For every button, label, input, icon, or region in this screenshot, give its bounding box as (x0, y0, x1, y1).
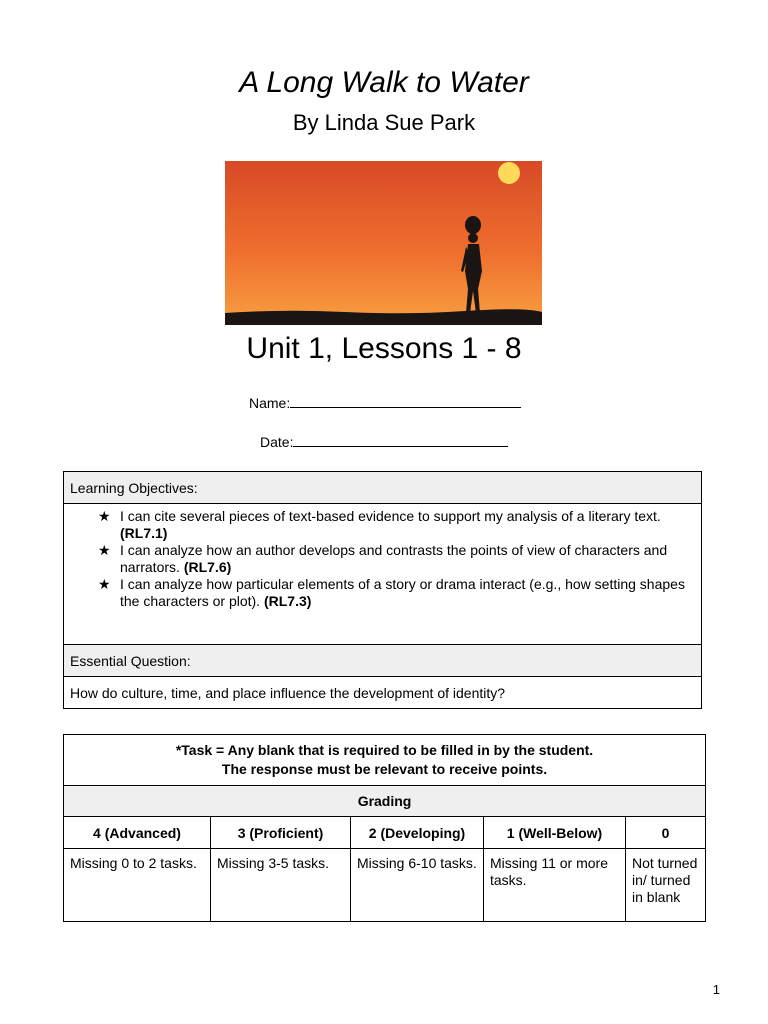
grade-description: Missing 6-10 tasks. (351, 849, 484, 922)
grade-description: Not turned in/ turned in blank (626, 849, 706, 922)
star-icon: ★ (98, 576, 111, 592)
unit-title: Unit 1, Lessons 1 - 8 (246, 332, 522, 365)
objectives-header: Learning Objectives: (64, 472, 702, 504)
objective-item: ★ I can analyze how an author develops and contrasts the points of view of characters and narrators. (RL7.6) (98, 542, 668, 575)
grade-description: Missing 0 to 2 tasks. (64, 849, 211, 922)
page-number: 1 (712, 982, 720, 997)
grade-level: 0 (626, 817, 706, 849)
grade-level: 2 (Developing) (351, 817, 484, 849)
date-field[interactable] (260, 432, 508, 450)
book-title: A Long Walk to Water (239, 66, 529, 99)
objectives-table (63, 471, 702, 709)
grade-level: 4 (Advanced) (64, 817, 211, 849)
star-icon: ★ (98, 508, 111, 524)
name-label: Name: (249, 395, 291, 411)
grade-level: 1 (Well-Below) (484, 817, 626, 849)
objective-item: ★ I can analyze how particular elements of a story or drama interact (e.g., how setting shapes the characters or plot). (RL7.3) (98, 576, 685, 609)
book-author: By Linda Sue Park (292, 110, 476, 135)
task-note: *Task = Any blank that is required to be filled in by the student. The response must be relevant to receive points. (64, 735, 706, 786)
name-field[interactable] (249, 393, 521, 411)
name-blank[interactable] (290, 393, 521, 408)
objective-item: ★ I can cite several pieces of text-based evidence to support my analysis of a literary text. (RL7.1) (98, 508, 661, 541)
grade-level: 3 (Proficient) (211, 817, 351, 849)
grading-table (63, 734, 706, 922)
grade-description: Missing 11 or more tasks. (484, 849, 626, 922)
cover-image (225, 161, 542, 325)
star-icon: ★ (98, 542, 111, 558)
essential-question: How do culture, time, and place influence the development of identity? (64, 677, 702, 709)
date-label: Date: (260, 434, 294, 450)
grading-header: Grading (64, 786, 706, 817)
date-blank[interactable] (293, 432, 508, 447)
objectives-cell (64, 504, 702, 645)
grade-description: Missing 3-5 tasks. (211, 849, 351, 922)
objectives-list (70, 508, 695, 610)
essential-question-header: Essential Question: (64, 645, 702, 677)
